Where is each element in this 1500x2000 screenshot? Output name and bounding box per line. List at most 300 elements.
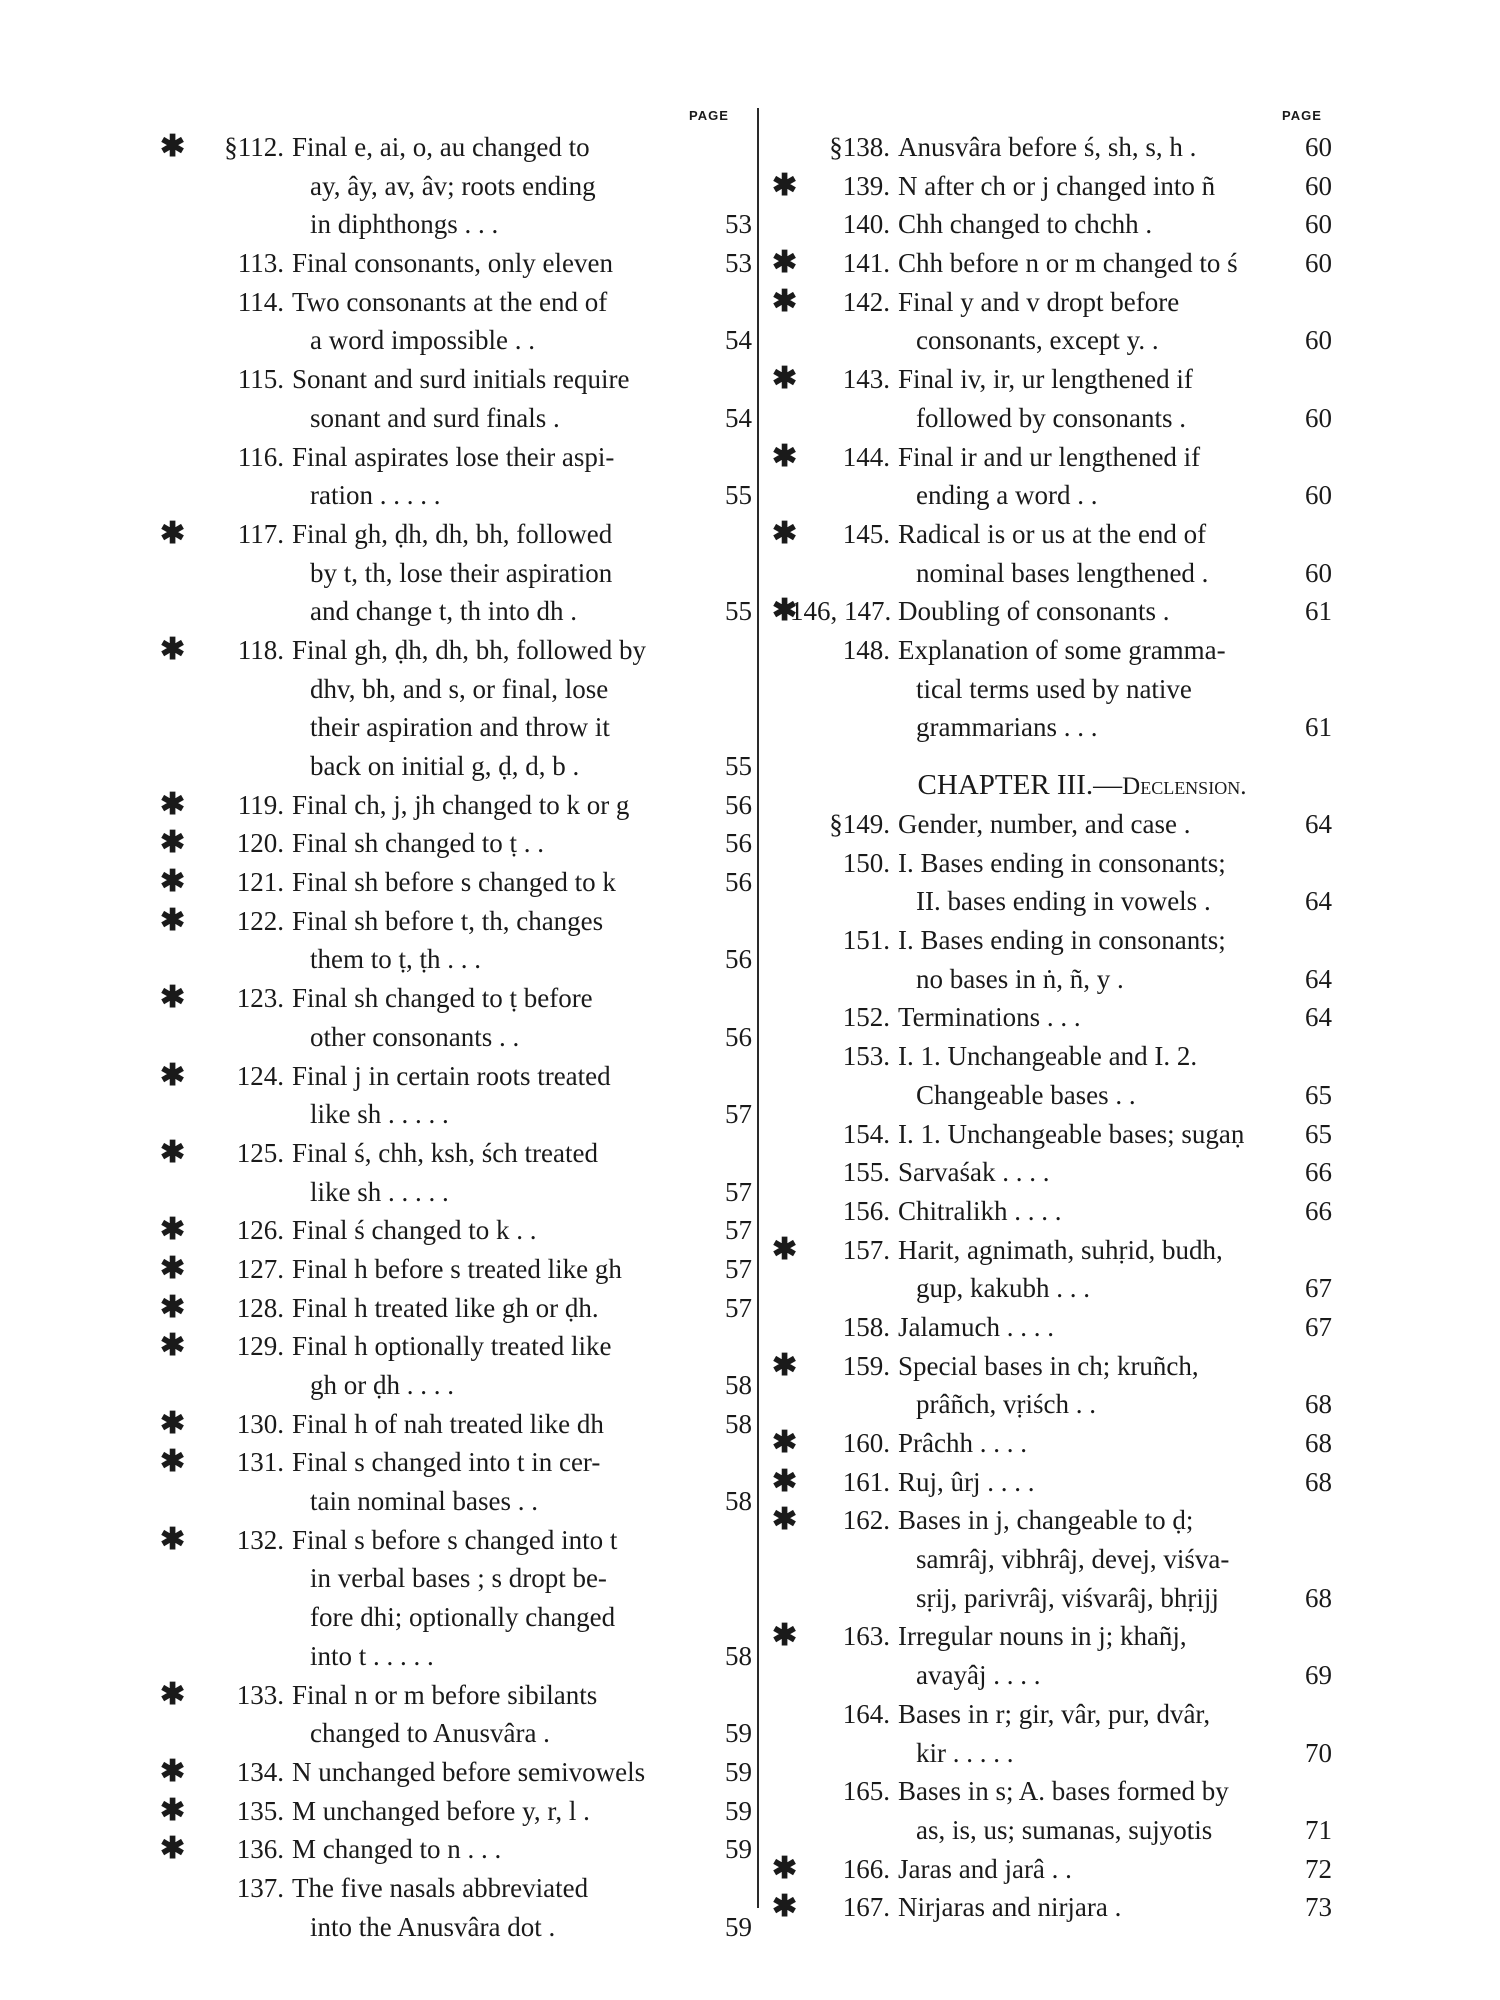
- page-number: 73: [1305, 1892, 1332, 1923]
- toc-entry[interactable]: [160, 863, 752, 902]
- entry-text: Jalamuch . . . .: [898, 1311, 1054, 1342]
- toc-entry[interactable]: [772, 1037, 1332, 1114]
- page-number: 59: [725, 1911, 752, 1942]
- entry-text: Gender, number, and case .: [898, 809, 1191, 839]
- entry-text: in diphthongs . . .: [310, 209, 499, 240]
- asterisk-mark-icon: ✱: [772, 1232, 798, 1266]
- toc-entry-line: [772, 921, 1332, 960]
- section-number: 151.: [842, 925, 890, 956]
- toc-entry-line: [160, 205, 752, 244]
- toc-entry-line: [772, 1037, 1332, 1076]
- toc-entry-line: [772, 708, 1332, 747]
- entry-text: ay, ây, av, âv; roots ending: [310, 170, 596, 201]
- section-number: 137.: [236, 1872, 284, 1903]
- toc-entry[interactable]: [772, 1115, 1332, 1154]
- toc-entry-line: [160, 1211, 752, 1250]
- toc-entry[interactable]: [772, 283, 1332, 360]
- entry-text: Bases in r; gir, vâr, pur, dvâr,: [898, 1698, 1211, 1729]
- page-number: 57: [725, 1176, 752, 1207]
- asterisk-mark-icon: ✱: [160, 1445, 186, 1479]
- section-number: 167.: [842, 1892, 890, 1923]
- asterisk-mark-icon: ✱: [160, 1251, 186, 1285]
- toc-entry[interactable]: [772, 1617, 1332, 1694]
- toc-entry-line: [160, 167, 752, 206]
- asterisk-mark-icon: ✱: [160, 1754, 186, 1788]
- entry-text: Final gh, ḍh, dh, bh, followed: [292, 518, 613, 549]
- toc-entry[interactable]: [772, 1850, 1332, 1889]
- toc-entry-line: [160, 824, 752, 863]
- column-divider: [757, 108, 759, 1908]
- toc-entry[interactable]: [772, 1695, 1332, 1772]
- section-number: 126.: [236, 1215, 284, 1246]
- toc-entry-line: [160, 631, 752, 670]
- toc-entry-line: [772, 360, 1332, 399]
- entry-text: Final sh before t, th, changes: [292, 905, 604, 936]
- toc-entry-line: [160, 708, 752, 747]
- entry-text: Final h before s treated like gh: [292, 1253, 622, 1284]
- section-number: 150.: [842, 847, 890, 878]
- entry-text: changed to Anusvâra .: [310, 1718, 550, 1749]
- entry-text: Bases in j, changeable to ḍ;: [898, 1505, 1194, 1536]
- section-number: 154.: [842, 1118, 890, 1149]
- page-number: 59: [725, 1795, 752, 1826]
- toc-entry-line: [772, 1695, 1332, 1734]
- toc-entry[interactable]: [772, 167, 1332, 206]
- asterisk-mark-icon: ✱: [160, 1290, 186, 1324]
- page-number: 57: [725, 1292, 752, 1323]
- entry-text: sonant and surd finals .: [310, 402, 560, 433]
- section-number: 124.: [236, 1060, 284, 1091]
- toc-entry-line: [160, 283, 752, 322]
- section-number: 119.: [237, 789, 284, 820]
- toc-entry-line: [160, 979, 752, 1018]
- entry-text: grammarians . . .: [916, 712, 1098, 743]
- toc-entry-line: [772, 1153, 1332, 1192]
- toc-entry-line: [160, 670, 752, 709]
- asterisk-mark-icon: ✱: [772, 284, 798, 318]
- toc-entry-line: [160, 1908, 752, 1947]
- entry-text: I. 1. Unchangeable and I. 2.: [898, 1041, 1198, 1072]
- page-number: 71: [1305, 1814, 1332, 1845]
- toc-entry[interactable]: [160, 1211, 752, 1250]
- toc-entry[interactable]: [160, 128, 752, 244]
- entry-text: Sonant and surd initials require: [292, 364, 630, 395]
- toc-entry[interactable]: [160, 515, 752, 631]
- toc-entry[interactable]: [772, 1192, 1332, 1231]
- entry-text: Final ś changed to k . .: [292, 1215, 537, 1246]
- toc-entry[interactable]: [160, 1521, 752, 1676]
- asterisk-mark-icon: ✱: [160, 981, 186, 1015]
- entry-text: Chh changed to chchh .: [898, 209, 1153, 240]
- entry-text: M unchanged before y, r, l .: [292, 1795, 590, 1826]
- toc-entry[interactable]: [160, 438, 752, 515]
- asterisk-mark-icon: ✱: [160, 516, 186, 550]
- toc-entry-line: [160, 1405, 752, 1444]
- entry-text: other consonants . .: [310, 1021, 520, 1052]
- toc-entry-line: [160, 1057, 752, 1096]
- page-number: 60: [1305, 557, 1332, 588]
- page-number: 58: [725, 1640, 752, 1671]
- entry-text: tical terms used by native: [916, 673, 1192, 704]
- entry-text: Final h of nah treated like dh: [292, 1408, 604, 1439]
- entry-text: Special bases in ch; kruñch,: [898, 1350, 1199, 1381]
- page-number: 68: [1305, 1389, 1332, 1420]
- page-number: 59: [725, 1718, 752, 1749]
- section-number: 158.: [842, 1311, 890, 1342]
- entry-text: like sh . . . . .: [310, 1099, 449, 1130]
- asterisk-mark-icon: ✱: [160, 1058, 186, 1092]
- asterisk-mark-icon: ✱: [772, 246, 798, 280]
- section-number: §112.: [224, 132, 284, 162]
- asterisk-mark-icon: ✱: [160, 787, 186, 821]
- section-number: 122.: [236, 905, 284, 936]
- toc-entry-line: [160, 399, 752, 438]
- toc-entry[interactable]: [772, 1501, 1332, 1617]
- toc-entry-line: [772, 1772, 1332, 1811]
- toc-entry[interactable]: [160, 1830, 752, 1869]
- section-number: 136.: [236, 1834, 284, 1865]
- toc-entry[interactable]: [772, 1424, 1332, 1463]
- entry-text: Final aspirates lose their aspi-: [292, 441, 615, 472]
- entry-text: as, is, us; sumanas, sujyotis: [916, 1814, 1213, 1845]
- entry-text: I. Bases ending in consonants;: [898, 847, 1226, 878]
- entry-text: ending a word . .: [916, 480, 1098, 511]
- section-number: 142.: [842, 286, 890, 317]
- section-number: 148.: [842, 634, 890, 665]
- page-number: 58: [725, 1486, 752, 1517]
- toc-entry[interactable]: [772, 205, 1332, 244]
- entry-text: Chitralikh . . . .: [898, 1195, 1062, 1226]
- section-number: 129.: [236, 1331, 284, 1362]
- entry-text: Final h treated like gh or ḍh.: [292, 1292, 599, 1323]
- page-number: 72: [1305, 1853, 1332, 1884]
- asterisk-mark-icon: ✱: [772, 439, 798, 473]
- toc-entry-line: [772, 1540, 1332, 1579]
- entry-text: Final y and v dropt before: [898, 286, 1180, 317]
- toc-entry-line: [160, 476, 752, 515]
- toc-entry-line: [772, 1231, 1332, 1270]
- toc-entry-line: [160, 244, 752, 283]
- toc-entry-line: [772, 1192, 1332, 1231]
- toc-entry[interactable]: [772, 1231, 1332, 1308]
- section-number: 162.: [842, 1505, 890, 1536]
- section-number: 157.: [842, 1234, 890, 1265]
- section-number: 132.: [236, 1524, 284, 1555]
- section-number: 160.: [842, 1428, 890, 1458]
- section-number: 127.: [236, 1253, 284, 1284]
- entry-text: Final iv, ir, ur lengthened if: [898, 364, 1193, 395]
- page-number: 56: [725, 944, 752, 975]
- entry-text: I. Bases ending in consonants;: [898, 925, 1226, 956]
- section-number: §138.: [829, 132, 890, 162]
- toc-entry-line: [160, 1637, 752, 1676]
- entry-text: a word impossible . .: [310, 325, 535, 356]
- page-number: 58: [725, 1370, 752, 1400]
- page-number: 54: [725, 402, 752, 433]
- toc-entry[interactable]: [772, 1347, 1332, 1424]
- asterisk-mark-icon: ✱: [160, 1213, 186, 1247]
- entry-text: Terminations . . .: [898, 1002, 1081, 1033]
- section-number: 156.: [842, 1195, 890, 1226]
- toc-entry-line: [772, 844, 1332, 883]
- toc-entry[interactable]: [160, 283, 752, 360]
- page-number: 56: [725, 1021, 752, 1052]
- toc-entry[interactable]: [160, 824, 752, 863]
- toc-entry-line: [160, 747, 752, 786]
- page-column-header-left: PAGE: [689, 108, 729, 123]
- chapter-subtitle: Declension.: [1122, 773, 1247, 800]
- toc-entry-line: [772, 321, 1332, 360]
- entry-text: Ruj, ûrj . . . .: [898, 1466, 1035, 1497]
- asterisk-mark-icon: ✱: [772, 594, 798, 628]
- section-number: 116.: [237, 441, 284, 472]
- toc-entry-line: [160, 1173, 752, 1212]
- section-number: 141.: [842, 248, 890, 279]
- entry-text: M changed to n . . .: [292, 1834, 502, 1865]
- asterisk-mark-icon: ✱: [160, 826, 186, 860]
- toc-entry[interactable]: [160, 244, 752, 283]
- toc-entry-line: [160, 592, 752, 631]
- toc-entry[interactable]: [772, 921, 1332, 998]
- entry-text: Doubling of consonants .: [898, 596, 1170, 627]
- asterisk-mark-icon: ✱: [772, 1426, 798, 1459]
- toc-entry[interactable]: [772, 592, 1332, 631]
- asterisk-mark-icon: ✱: [772, 1890, 798, 1924]
- section-number: 166.: [842, 1853, 890, 1884]
- page-number: 64: [1305, 963, 1332, 994]
- section-number: 115.: [237, 364, 284, 395]
- entry-text: them to ṭ, ṭh . . .: [310, 944, 481, 975]
- page-number: 60: [1305, 132, 1332, 162]
- section-number: 159.: [842, 1350, 890, 1381]
- toc-entry-line: [160, 321, 752, 360]
- asterisk-mark-icon: ✱: [772, 362, 798, 396]
- entry-text: fore dhi; optionally changed: [310, 1602, 616, 1633]
- page-number: 65: [1305, 1118, 1332, 1149]
- section-number: 145.: [842, 518, 890, 549]
- toc-entry[interactable]: [160, 1753, 752, 1792]
- toc-entry-line: [772, 1501, 1332, 1540]
- entry-text: The five nasals abbreviated: [292, 1872, 589, 1903]
- page-number: 67: [1305, 1273, 1332, 1304]
- page-column-header-right: PAGE: [1282, 108, 1322, 123]
- toc-entry[interactable]: [772, 1772, 1332, 1849]
- asterisk-mark-icon: ✱: [160, 1832, 186, 1866]
- toc-entry[interactable]: [160, 1792, 752, 1831]
- page-number: 57: [725, 1215, 752, 1246]
- page-number: 70: [1305, 1737, 1332, 1768]
- asterisk-mark-icon: ✱: [160, 1522, 186, 1556]
- page-number: 65: [1305, 1079, 1332, 1110]
- page-number: 67: [1305, 1311, 1332, 1342]
- section-number: 113.: [237, 248, 284, 279]
- entry-text: by t, th, lose their aspiration: [310, 557, 613, 588]
- toc-entry[interactable]: [160, 1134, 752, 1211]
- page-number: 60: [1305, 402, 1332, 433]
- section-number: 131.: [236, 1447, 284, 1478]
- toc-entry-line: [772, 1076, 1332, 1115]
- toc-entry-line: [160, 554, 752, 593]
- toc-entry[interactable]: [772, 128, 1332, 167]
- toc-entry[interactable]: [160, 902, 752, 979]
- entry-text: kir . . . . .: [916, 1737, 1014, 1768]
- section-number: 153.: [842, 1041, 890, 1072]
- toc-entry-line: [160, 360, 752, 399]
- asterisk-mark-icon: ✱: [160, 1329, 186, 1363]
- toc-entry-line: [160, 1018, 752, 1057]
- entry-text: Final s before s changed into t: [292, 1524, 618, 1555]
- entry-text: Final sh before s changed to k: [292, 867, 616, 898]
- toc-entry-line: [772, 1115, 1332, 1154]
- page-number: 54: [725, 325, 752, 356]
- asterisk-mark-icon: ✱: [772, 1464, 798, 1498]
- toc-entry-line: [160, 1559, 752, 1598]
- section-number: 120.: [236, 828, 284, 859]
- toc-entry-line: [772, 128, 1332, 167]
- chapter-heading: [772, 747, 1332, 805]
- toc-entry[interactable]: [160, 1676, 752, 1753]
- page-number: 66: [1305, 1157, 1332, 1188]
- toc-entry-line: [160, 1676, 752, 1715]
- page-number: 56: [725, 867, 752, 898]
- entry-text: gup, kakubh . . .: [916, 1273, 1090, 1304]
- toc-entry[interactable]: [772, 1308, 1332, 1347]
- page-number: 56: [725, 828, 752, 859]
- page-number: 53: [725, 248, 752, 279]
- entry-text: in verbal bases ; s dropt be-: [310, 1563, 607, 1594]
- toc-entry[interactable]: [772, 438, 1332, 515]
- toc-entry-line: [160, 515, 752, 554]
- entry-text: nominal bases lengthened .: [916, 557, 1209, 588]
- asterisk-mark-icon: ✱: [160, 1406, 186, 1440]
- page-number: 60: [1305, 170, 1332, 201]
- section-number: 125.: [236, 1137, 284, 1168]
- entry-text: Two consonants at the end of: [292, 286, 608, 317]
- toc-entry[interactable]: [160, 1057, 752, 1134]
- entry-text: II. bases ending in vowels .: [916, 886, 1211, 917]
- toc-entry[interactable]: [160, 1405, 752, 1444]
- toc-entry-line: [772, 167, 1332, 206]
- toc-entry[interactable]: [772, 1888, 1332, 1927]
- toc-entry-line: [772, 1888, 1332, 1927]
- page-number: 55: [725, 480, 752, 511]
- toc-entry[interactable]: [160, 1289, 752, 1328]
- entry-text: Final consonants, only eleven: [292, 248, 613, 279]
- page-number: 57: [725, 1099, 752, 1130]
- entry-text: followed by consonants .: [916, 402, 1186, 433]
- entry-text: ration . . . . .: [310, 480, 441, 511]
- toc-entry-line: [772, 1385, 1332, 1424]
- section-number: 133.: [236, 1679, 284, 1710]
- entry-text: Final ch, j, jh changed to k or g: [292, 789, 630, 820]
- entry-text: Final n or m before sibilants: [292, 1679, 598, 1710]
- section-number: 163.: [842, 1621, 890, 1652]
- toc-entry-line: [160, 1134, 752, 1173]
- entry-text: back on initial g, ḍ, d, b .: [310, 751, 580, 781]
- section-number: 152.: [842, 1002, 890, 1033]
- section-number: 118.: [237, 634, 284, 665]
- section-number: 123.: [236, 983, 284, 1014]
- entry-text: into t . . . . .: [310, 1640, 434, 1671]
- toc-entry[interactable]: [772, 844, 1332, 921]
- section-number: 140.: [842, 209, 890, 240]
- section-number: 114.: [237, 286, 284, 317]
- page-number: 56: [725, 789, 752, 820]
- toc-entry[interactable]: [160, 979, 752, 1056]
- page-number: 55: [725, 596, 752, 627]
- toc-entry[interactable]: [772, 515, 1332, 592]
- toc-entry[interactable]: [160, 1327, 752, 1404]
- toc-entry-line: [772, 1308, 1332, 1347]
- toc-entry[interactable]: [772, 1463, 1332, 1502]
- toc-entry-line: [160, 902, 752, 941]
- toc-entry-line: [160, 438, 752, 477]
- toc-entry-line: [160, 786, 752, 825]
- toc-entry[interactable]: [160, 1869, 752, 1946]
- toc-entry[interactable]: [772, 805, 1332, 844]
- entry-text: Irregular nouns in j; khañj,: [898, 1621, 1187, 1652]
- entry-text: consonants, except y. .: [916, 325, 1159, 356]
- toc-entry-line: [772, 592, 1332, 631]
- toc-entry-line: [772, 1579, 1332, 1618]
- page-number: 64: [1305, 809, 1332, 839]
- left-column: [160, 128, 752, 1946]
- page-number: 69: [1305, 1660, 1332, 1691]
- chapter-title: CHAPTER III.—: [917, 769, 1123, 801]
- toc-entry-line: [160, 940, 752, 979]
- section-number: 155.: [842, 1157, 890, 1188]
- entry-text: samrâj, vibhrâj, devej, viśva-: [916, 1544, 1230, 1575]
- toc-entry-line: [772, 805, 1332, 844]
- entry-text: Final sh changed to ṭ before: [292, 983, 593, 1014]
- asterisk-mark-icon: ✱: [160, 1793, 186, 1827]
- toc-entry[interactable]: [160, 786, 752, 825]
- toc-entry[interactable]: [772, 360, 1332, 437]
- toc-entry-line: [772, 205, 1332, 244]
- toc-entry-line: [772, 670, 1332, 709]
- entry-text: Bases in s; A. bases formed by: [898, 1776, 1229, 1807]
- entry-text: tain nominal bases . .: [310, 1486, 538, 1517]
- toc-entry[interactable]: [160, 1443, 752, 1520]
- entry-text: Final s changed into t in cer-: [292, 1447, 601, 1478]
- page-number: 68: [1305, 1582, 1332, 1613]
- right-column: [772, 128, 1332, 1927]
- entry-text: Radical is or us at the end of: [898, 518, 1207, 549]
- asterisk-mark-icon: ✱: [160, 903, 186, 937]
- section-number: §149.: [829, 809, 890, 839]
- toc-entry[interactable]: [160, 631, 752, 786]
- page-number: 53: [725, 209, 752, 240]
- toc-entry-line: [772, 554, 1332, 593]
- section-number: 143.: [842, 364, 890, 395]
- toc-entry[interactable]: [772, 998, 1332, 1037]
- entry-text: gh or ḍh . . . .: [310, 1370, 454, 1400]
- toc-entry[interactable]: [772, 244, 1332, 283]
- entry-text: Prâchh . . . .: [898, 1428, 1027, 1458]
- toc-entry-line: [772, 438, 1332, 477]
- toc-entry[interactable]: [160, 1250, 752, 1289]
- entry-text: Final gh, ḍh, dh, bh, followed by: [292, 634, 646, 665]
- entry-text: Nirjaras and nirjara .: [898, 1892, 1122, 1923]
- asterisk-mark-icon: ✱: [772, 1348, 798, 1382]
- toc-entry[interactable]: [772, 1153, 1332, 1192]
- section-number: 121.: [236, 867, 284, 898]
- toc-entry[interactable]: [160, 360, 752, 437]
- toc-entry[interactable]: [772, 631, 1332, 747]
- entry-text: Changeable bases . .: [916, 1079, 1136, 1110]
- page-number: 64: [1305, 886, 1332, 917]
- toc-entry-line: [160, 1869, 752, 1908]
